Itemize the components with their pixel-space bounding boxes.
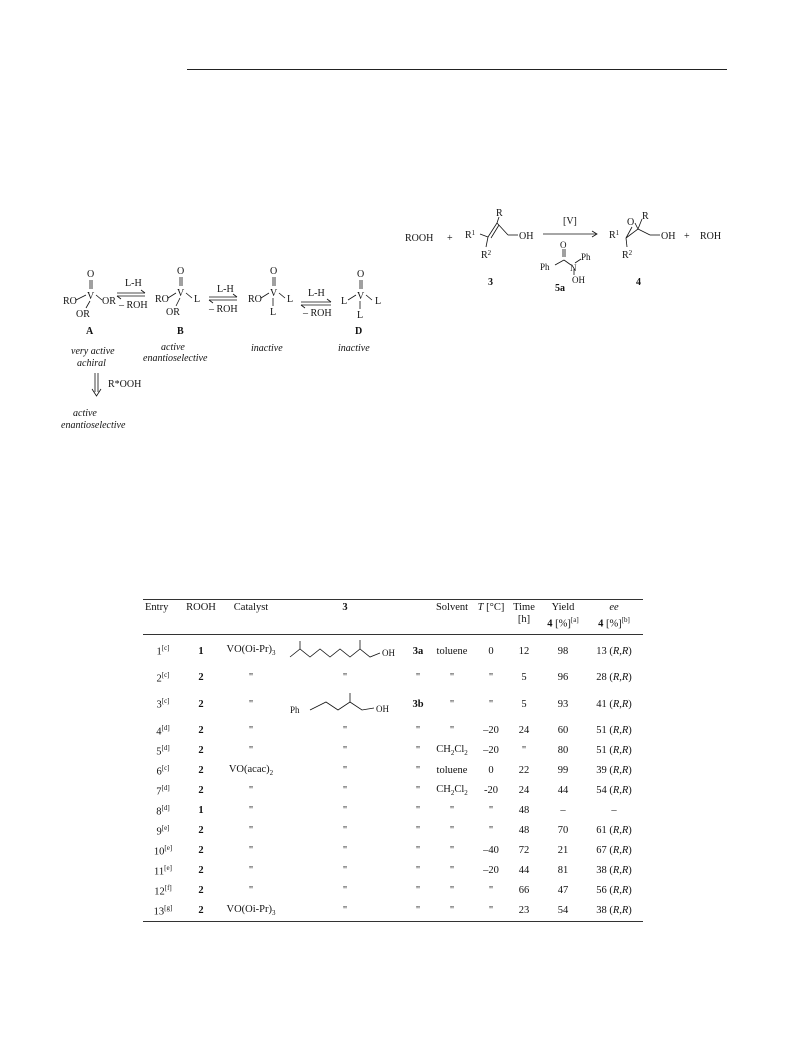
substrate-label-cell: " — [415, 785, 421, 796]
substrate-label: 3 — [488, 277, 493, 288]
rooh-cell: 2 — [198, 785, 204, 796]
table-row — [143, 801, 643, 821]
svg-text:OR: OR — [102, 296, 116, 307]
yield-cell: 54 — [541, 901, 585, 922]
product-R: R — [642, 211, 649, 222]
substrate-R: R — [496, 208, 503, 219]
species-A-structure — [63, 269, 116, 320]
temp-cell: 0 — [488, 645, 494, 657]
entry-cell: 4[d] — [156, 723, 170, 738]
rooh-cell: 2 — [198, 672, 204, 683]
solvent-cell: " — [449, 885, 455, 896]
temp-cell: –20 — [483, 865, 499, 876]
table-row — [143, 881, 643, 901]
temp-cell: –20 — [483, 725, 499, 736]
svg-text:O: O — [627, 217, 635, 228]
catalyst-cell: " — [248, 805, 254, 816]
substrate-label-cell: " — [415, 865, 421, 876]
rooh-cell: 2 — [198, 698, 204, 710]
time-cell: " — [521, 745, 527, 756]
plus-sign-2: + — [684, 231, 690, 242]
time-cell: 44 — [518, 865, 530, 876]
yield-cell: 21 — [557, 845, 569, 856]
catalyst-cell: $VO(Oi-Pr)_3$ — [219, 901, 283, 922]
species-C-structure — [248, 266, 293, 318]
product-label: 4 — [636, 277, 641, 288]
coproduct: ROH — [700, 231, 722, 242]
rooh-cell: 2 — [198, 865, 204, 876]
svg-text:L: L — [341, 296, 348, 307]
table-row — [143, 634, 643, 668]
substrate-3-structure — [480, 217, 518, 247]
entry-cell: 9[e] — [156, 823, 170, 838]
svg-text:OH: OH — [376, 703, 389, 714]
svg-text:OR: OR — [76, 309, 90, 320]
entry-cell: 3[c] — [156, 697, 170, 711]
substrate-3b-structure — [286, 688, 404, 718]
yield-cell: 99 — [557, 765, 569, 776]
rooh-reagent: ROOH — [405, 233, 434, 244]
time-cell: 24 — [518, 725, 530, 736]
species-A-label: A — [86, 326, 94, 337]
temp-cell: " — [488, 885, 494, 896]
rooh-cell: 2 — [183, 901, 219, 922]
ee-cell: 61 (R,R) — [596, 825, 632, 836]
solvent-cell: " — [449, 825, 455, 836]
header-time: Time [h] — [507, 600, 541, 635]
svg-text:RO: RO — [155, 294, 169, 305]
svg-text:RO: RO — [63, 296, 77, 307]
temp-cell: 0 — [488, 765, 494, 776]
table-row — [143, 741, 643, 761]
svg-text:RO: RO — [248, 294, 262, 305]
vanadium-equilibria-scheme — [55, 262, 390, 437]
substrate-structure-cell: " — [283, 901, 407, 922]
svg-text:O: O — [177, 266, 185, 277]
table-row — [143, 721, 643, 741]
substrate-structure-cell: " — [342, 765, 348, 776]
solvent-cell: " — [449, 725, 455, 736]
ligand-label: 5a — [555, 283, 565, 294]
substrate-structure-cell: " — [342, 825, 348, 836]
catalyst-cell: $VO(Oi-Pr)_3$ — [226, 644, 276, 658]
ee-cell: 13 (R,R) — [596, 645, 632, 657]
product-R1: $R^1$ — [609, 229, 620, 241]
substrate-label-cell: " — [415, 725, 421, 736]
substrate-R1: $R^1$ — [465, 229, 476, 241]
table-row — [143, 668, 643, 688]
substrate-label-cell: " — [415, 845, 421, 856]
header-rooh: ROOH — [183, 600, 219, 635]
svg-text:V: V — [177, 288, 185, 299]
substrate-structure-cell — [283, 688, 407, 721]
species-B-desc-2: enantioselective — [143, 353, 208, 364]
substrate-R2: $R^2$ — [481, 249, 492, 261]
table-row — [143, 861, 643, 881]
catalyst-cell: " — [248, 785, 254, 796]
substrate-structure-cell: " — [342, 865, 348, 876]
chiral-oxidant-label: R*OOH — [108, 379, 142, 390]
svg-text:N: N — [570, 263, 577, 273]
substrate-structure-cell: " — [342, 845, 348, 856]
substrate-label-cell: " — [407, 901, 429, 922]
species-D-label: D — [355, 326, 363, 337]
table-row — [143, 841, 643, 861]
svg-text:Ph: Ph — [290, 704, 300, 715]
solvent-cell: " — [429, 901, 475, 922]
solvent-cell: " — [449, 805, 455, 816]
substrate-label-cell: " — [415, 885, 421, 896]
svg-text:O: O — [87, 269, 95, 280]
species-D-desc: inactive — [338, 343, 370, 354]
svg-text:Ph: Ph — [581, 252, 591, 262]
yield-cell: 81 — [557, 865, 569, 876]
entry-cell: 7[d] — [156, 783, 170, 798]
substrate-structure-cell: " — [342, 672, 348, 683]
time-cell: 48 — [518, 805, 530, 816]
product-R2: $R^2$ — [622, 249, 633, 261]
rooh-cell: 1 — [198, 645, 204, 657]
solvent-cell: toluene — [436, 765, 468, 776]
temp-cell: " — [488, 825, 494, 836]
time-cell: 5 — [521, 672, 527, 683]
species-A-desc-1: very active — [71, 346, 115, 357]
header-substrate: 3 — [283, 600, 407, 635]
solvent-cell: $CH_2Cl_2$ — [436, 743, 468, 758]
svg-text:L: L — [194, 294, 201, 305]
solvent-cell: " — [449, 845, 455, 856]
header-catalyst: Catalyst — [219, 600, 283, 635]
table-row — [143, 821, 643, 841]
header-solvent: Solvent — [429, 600, 475, 635]
entry-cell: 6[c] — [156, 763, 170, 778]
rooh-cell: 1 — [198, 805, 204, 816]
header-rule — [187, 69, 727, 70]
table-row — [143, 688, 643, 721]
svg-text:OR: OR — [166, 307, 180, 318]
substrate-label-cell: " — [415, 825, 421, 836]
substrate-structure-cell: " — [342, 885, 348, 896]
solvent-cell: " — [449, 865, 455, 876]
ee-cell: 38 (R,R) — [596, 865, 632, 876]
entry-cell: 11[e] — [154, 863, 172, 878]
time-cell: 5 — [521, 698, 527, 710]
time-cell: 66 — [518, 885, 530, 896]
substrate-structure-cell: " — [342, 745, 348, 756]
result-desc-1: active — [73, 408, 97, 419]
arrow-ab-byproduct: – ROH — [119, 300, 148, 311]
solvent-cell: " — [449, 698, 455, 710]
header-temp: T [°C] — [475, 600, 507, 635]
species-B-structure — [155, 266, 200, 318]
ee-cell: 28 (R,R) — [596, 672, 632, 683]
svg-text:Ph: Ph — [540, 262, 550, 272]
time-cell: 22 — [518, 765, 530, 776]
product-OH: OH — [661, 231, 676, 242]
substrate-structure-cell: " — [342, 725, 348, 736]
species-A-desc-2: achiral — [77, 358, 106, 369]
catalyst-cell: $VO(acac)_2$ — [228, 763, 274, 778]
ee-cell: 41 (R,R) — [596, 698, 632, 710]
svg-text:O: O — [560, 240, 567, 250]
table-row — [143, 761, 643, 781]
substrate-structure-cell — [283, 634, 407, 668]
substrate-label-cell: " — [415, 765, 421, 776]
svg-text:O: O — [270, 266, 278, 277]
catalyst-cell: " — [248, 698, 254, 710]
solvent-cell: $CH_2Cl_2$ — [436, 783, 468, 798]
svg-text:OH: OH — [382, 647, 395, 658]
entry-cell: 5[d] — [156, 743, 170, 758]
yield-cell: 96 — [557, 672, 569, 683]
arrow-cd-reagent: L-H — [308, 288, 325, 299]
svg-text:L: L — [357, 310, 364, 321]
rooh-cell: 2 — [198, 825, 204, 836]
header-ee: ee 4 [%][b] — [585, 600, 643, 635]
entry-cell: 12[f] — [154, 883, 172, 898]
ee-cell: 56 (R,R) — [596, 885, 632, 896]
yield-cell: 98 — [557, 645, 569, 657]
svg-text:L: L — [270, 307, 277, 318]
temp-cell: " — [488, 698, 494, 710]
substrate-label-cell: " — [415, 672, 421, 683]
catalyst-cell: " — [248, 745, 254, 756]
epoxidation-scheme — [400, 205, 740, 300]
header-yield: Yield 4 [%][a] — [541, 600, 585, 635]
yield-cell: 70 — [557, 825, 569, 836]
entry-cell: 8[d] — [156, 803, 170, 818]
substrate-structure-cell: " — [342, 785, 348, 796]
svg-text:V: V — [87, 291, 95, 302]
svg-text:L: L — [375, 296, 382, 307]
plus-sign-1: + — [447, 233, 453, 244]
time-cell: 48 — [518, 825, 530, 836]
temp-cell: " — [488, 805, 494, 816]
rooh-cell: 2 — [198, 885, 204, 896]
result-desc-2: enantioselective — [61, 420, 126, 431]
arrow-cd-byproduct: – ROH — [303, 308, 332, 319]
arrow-bc-reagent: L-H — [217, 284, 234, 295]
header-entry: Entry — [143, 600, 183, 635]
ee-cell: 39 (R,R) — [596, 765, 632, 776]
ee-cell: 51 (R,R) — [596, 725, 632, 736]
substrate-label-cell: " — [415, 805, 421, 816]
catalyst-label: [V] — [563, 216, 577, 227]
time-cell: 72 — [518, 845, 530, 856]
ee-cell: – — [611, 805, 617, 816]
catalyst-cell: " — [248, 672, 254, 683]
svg-text:O: O — [357, 269, 365, 280]
substrate-label-cell: 3b — [412, 698, 424, 710]
yield-cell: 47 — [557, 885, 569, 896]
rooh-cell: 2 — [198, 765, 204, 776]
svg-text:L: L — [287, 294, 294, 305]
rooh-cell: 2 — [198, 845, 204, 856]
species-C-desc: inactive — [251, 343, 283, 354]
svg-text:OH: OH — [572, 275, 585, 285]
entry-cell: 1[c] — [156, 644, 170, 658]
svg-text:V: V — [270, 288, 278, 299]
rooh-cell: 2 — [198, 725, 204, 736]
ee-cell: 51 (R,R) — [596, 745, 632, 756]
results-table — [143, 599, 643, 922]
solvent-cell: toluene — [436, 645, 468, 657]
ee-cell: 38 (R,R) — [585, 901, 643, 922]
ligand-5a-structure — [555, 249, 581, 275]
ee-cell: 54 (R,R) — [596, 785, 632, 796]
substrate-structure-cell: " — [342, 805, 348, 816]
table-row — [143, 901, 643, 922]
temp-cell: " — [475, 901, 507, 922]
catalyst-cell: " — [248, 725, 254, 736]
substrate-OH: OH — [519, 231, 534, 242]
catalyst-cell: " — [248, 885, 254, 896]
yield-cell: – — [560, 805, 566, 816]
solvent-cell: " — [449, 672, 455, 683]
species-D-structure — [341, 269, 381, 321]
entry-cell: 10[e] — [153, 843, 173, 858]
time-cell: 24 — [518, 785, 530, 796]
temp-cell: -20 — [484, 785, 498, 796]
species-B-label: B — [177, 326, 184, 337]
catalyst-cell: " — [248, 825, 254, 836]
substrate-3a-structure — [286, 635, 404, 665]
substrate-label-cell: 3a — [412, 645, 424, 657]
entry-cell: 2[c] — [156, 670, 170, 685]
temp-cell: –20 — [483, 745, 499, 756]
species-B-desc-1: active — [161, 342, 185, 353]
catalyst-cell: " — [248, 845, 254, 856]
time-cell: 12 — [518, 645, 530, 657]
yield-cell: 80 — [557, 745, 569, 756]
entry-cell: 13[g] — [143, 901, 183, 922]
catalyst-cell: " — [248, 865, 254, 876]
time-cell: 23 — [507, 901, 541, 922]
yield-cell: 93 — [557, 698, 569, 710]
svg-text:V: V — [357, 291, 365, 302]
table-row — [143, 781, 643, 801]
temp-cell: –40 — [483, 845, 499, 856]
substrate-label-cell: " — [415, 745, 421, 756]
yield-cell: 60 — [557, 725, 569, 736]
arrow-ab-reagent: L-H — [125, 278, 142, 289]
yield-cell: 44 — [557, 785, 569, 796]
arrow-bc-byproduct: – ROH — [209, 304, 238, 315]
downward-arrow — [92, 373, 101, 396]
temp-cell: " — [488, 672, 494, 683]
rooh-cell: 2 — [198, 745, 204, 756]
ee-cell: 67 (R,R) — [596, 845, 632, 856]
